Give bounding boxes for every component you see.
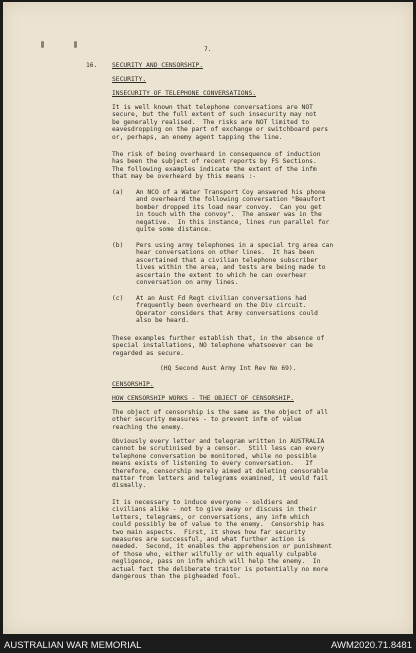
item-label: (a) (112, 189, 124, 196)
punch-hole (41, 41, 44, 48)
subheading-censorship: CENSORSHIP. (112, 381, 154, 388)
footer-institution: AUSTRALIAN WAR MEMORIAL (4, 640, 142, 651)
section-number: 16. (86, 62, 98, 69)
item-label: (b) (112, 242, 124, 249)
item-label: (c) (112, 295, 124, 302)
paragraph-object-of-censorship: The object of censorship is the same as the object of all other security measures - to prevent infm of value reaching the enemy. (112, 409, 329, 431)
topic-heading-censorship: HOW CENSORSHIP WORKS - THE OBJECT OF CENSORSHIP. (112, 395, 294, 402)
item-text: Pers using army telephones in a special trg area can hear conversations on other lines. It has been ascertained that a civilian telephone subscriber lives within the area, and tests are being made to ascertain the extent to which he can overhear conversation on army lines. (136, 242, 334, 287)
paragraph-induce-everyone: It is necessary to induce everyone - soldiers and civilians alike - not to give away or discuss in their letters, telegrams, or conversations, any infm which could possibly be of value to the enemy. Censorship has two main aspects. First, it shows how far security measures are successful, and what further action is needed. Second, it enables the apprehension or punishment of those who, either wilfully or with equally culpable negligence, pass on infm which will help the enemy. In actual fact the deliberate traitor is potentially no more dangerous than the pigheaded fool. (112, 499, 332, 581)
item-text: An NCO of a Water Transport Coy answered his phone and overheard the following conversation "Beaufort bomber dropped its load near convoy. Can you get in touch with the convoy". The answer was in the negative. In this instance, lines run parallel for quite some distance. (136, 189, 330, 234)
footer-bar (0, 637, 416, 653)
paragraph-scrutiny: Obviously every letter and telegram written in AUSTRALIA cannot be scrutinised by a censor. Still less can every telephone conversation be monitored, while no possible means exists of listening to every conversation. If therefore, censorship merely aimed at deleting censorable matter from letters and telegrams examined, it would fail dismally. (112, 438, 329, 490)
subheading-security: SECURITY. (112, 76, 147, 83)
citation: (HQ Second Aust Army Int Rev No 69). (160, 365, 297, 372)
item-text: At an Aust Fd Regt civilian conversations had frequently been overheard on the Div circuit. Operator considers that Army conversations could also be heard. (136, 295, 318, 325)
footer-accession-number: AWM2020.71.8481 (331, 640, 412, 651)
section-heading: SECURITY AND CENSORSHIP. (112, 62, 203, 69)
paragraph-induction-risk: The risk of being overheard in consequence of induction has been the subject of recent reports by FS Sections. The following examples indicate the extent of the infm that may be overheard by this means :- (112, 151, 321, 181)
page-number: 7. (204, 46, 212, 53)
punch-hole (74, 41, 77, 48)
topic-heading-telephone: INSECURITY OF TELEPHONE CONVERSATIONS. (112, 90, 257, 97)
document-page (3, 2, 413, 634)
paragraph-conclusion: These examples further establish that, in the absence of special installations, NO telephone whatsoever can be regarded as secure. (112, 335, 325, 357)
paragraph-telephone-intro: It is well known that telephone conversations are NOT secure, but the full extent of such insecurity may not be generally realised. The risks are NOT limited to eavesdropping on the part of exchange or switchboard pers or, perhaps, an enemy agent tapping the line. (112, 104, 329, 141)
